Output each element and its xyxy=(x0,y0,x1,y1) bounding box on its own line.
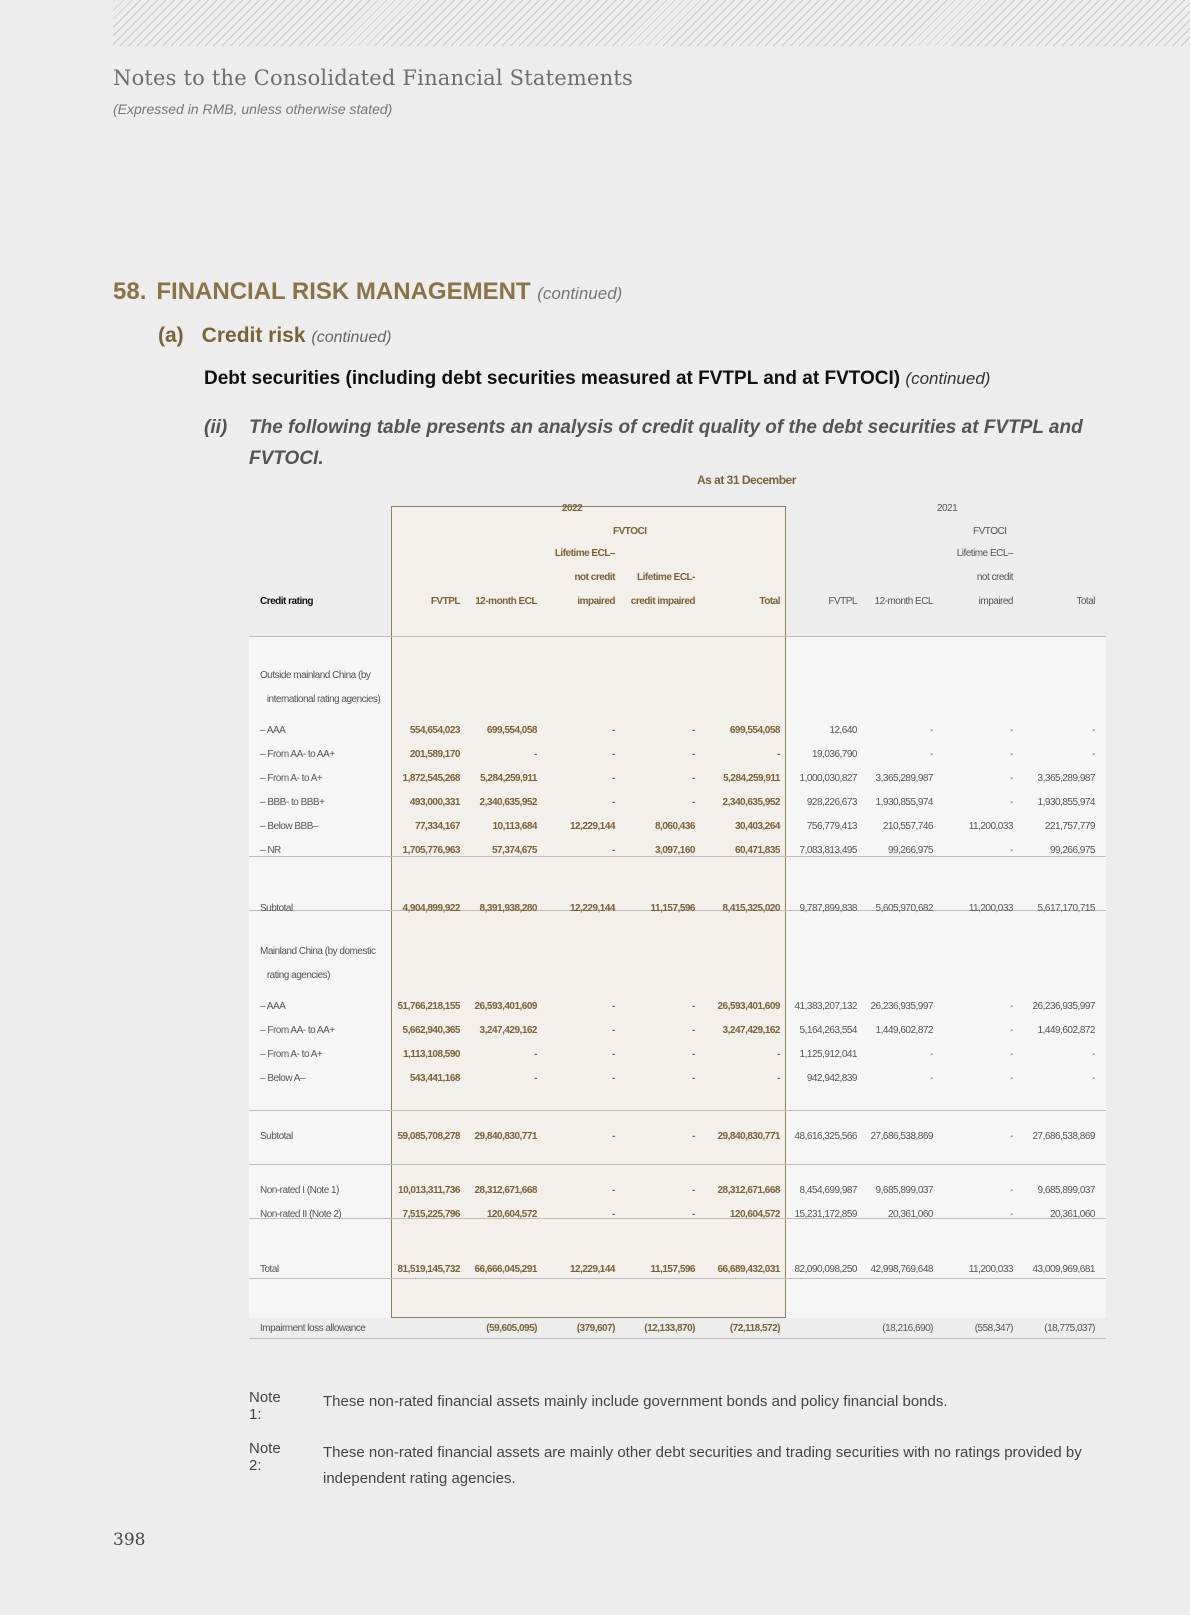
credit-quality-table xyxy=(249,473,1106,1340)
cell-2021: - xyxy=(1010,1209,1013,1220)
cell-2022: - xyxy=(692,797,695,808)
cell-2022: 3,247,429,162 xyxy=(479,1025,537,1036)
cell-2022: 120,604,572 xyxy=(729,1209,780,1220)
cell-2022: - xyxy=(777,749,780,760)
cell-2021: - xyxy=(1010,773,1013,784)
cell-2021: 3,365,289,987 xyxy=(1037,773,1095,784)
cell-2022: 3,097,160 xyxy=(655,845,695,856)
cell-2022: 5,662,940,365 xyxy=(402,1025,460,1036)
cell-2021: 27,686,538,869 xyxy=(870,1131,933,1142)
cell-2021: - xyxy=(1010,1131,1013,1142)
table-rule xyxy=(249,1110,1106,1111)
cell-2022: 30,403,264 xyxy=(734,821,780,832)
cell-2022: - xyxy=(612,749,615,760)
page-number: 398 xyxy=(113,1530,146,1550)
cell-2021: 42,998,769,648 xyxy=(870,1264,933,1275)
cell-2021: 20,361,060 xyxy=(887,1209,933,1220)
cell-2021: 5,617,170,715 xyxy=(1037,903,1095,914)
cell-2022: - xyxy=(692,1025,695,1036)
cell-2021: - xyxy=(1010,1001,1013,1012)
paragraph-label: (ii) xyxy=(204,417,228,438)
subsection-continued: (continued) xyxy=(311,329,392,346)
cell-2022: 3,247,429,162 xyxy=(722,1025,780,1036)
cell-2022: - xyxy=(612,845,615,856)
table-rule xyxy=(249,856,1106,857)
section-title: FINANCIAL RISK MANAGEMENT xyxy=(156,278,531,305)
col-header-2021: impaired xyxy=(978,596,1013,607)
cell-2022: - xyxy=(612,1049,615,1060)
intro-paragraph xyxy=(204,412,1124,474)
fvtoci-2021-label: FVTOCI xyxy=(973,526,1007,537)
cell-2021: 15,231,172,859 xyxy=(794,1209,857,1220)
col-header-2022: FVTPL xyxy=(430,596,460,607)
cell-2021: (18,216,690) xyxy=(882,1323,933,1334)
cell-2022: - xyxy=(692,1185,695,1196)
cell-2021: 82,090,098,250 xyxy=(794,1264,857,1275)
cell-2022: 12,229,144 xyxy=(569,903,615,914)
cell-2021: - xyxy=(930,1073,933,1084)
cell-2021: 41,383,207,132 xyxy=(794,1001,857,1012)
cell-2022: 5,284,259,911 xyxy=(480,773,537,784)
cell-2021: 11,200,033 xyxy=(968,1264,1013,1275)
cell-2022: 201,589,170 xyxy=(409,749,460,760)
cell-2022: 5,284,259,911 xyxy=(723,773,780,784)
cell-2022: - xyxy=(692,749,695,760)
cell-2022: - xyxy=(692,773,695,784)
note-1-label: Note 1: xyxy=(249,1389,281,1423)
cell-2021: 99,266,975 xyxy=(1049,845,1095,856)
cell-2021: 1,000,030,827 xyxy=(799,773,857,784)
row-label: – Below BBB– xyxy=(260,821,318,832)
table-rule xyxy=(249,1278,1106,1279)
table-rule xyxy=(249,636,1106,637)
cell-2021: 48,616,325,566 xyxy=(794,1131,857,1142)
cell-2021: 5,164,263,554 xyxy=(799,1025,857,1036)
note-2-text: These non-rated financial assets are mainly other debt securities and trading securities with no ratings provided by independent rating agencies. xyxy=(323,1444,1082,1487)
cell-2021: 9,685,899,037 xyxy=(1037,1185,1095,1196)
cell-2022: 11,157,596 xyxy=(650,1264,695,1275)
row-label: – From AA- to AA+ xyxy=(260,1025,335,1036)
cell-2022: (379,607) xyxy=(576,1323,615,1334)
col-header-2021: FVTPL xyxy=(828,596,857,607)
col-header-2021: Lifetime ECL– xyxy=(956,548,1013,559)
page-header-title: Notes to the Consolidated Financial Statements xyxy=(113,66,633,90)
year-2021-label: 2021 xyxy=(937,503,958,514)
cell-2021: 5,605,970,682 xyxy=(875,903,933,914)
cell-2022: - xyxy=(612,797,615,808)
cell-2021: - xyxy=(1010,725,1013,736)
row-label: Non-rated I (Note 1) xyxy=(260,1185,339,1196)
cell-2022: 28,312,671,668 xyxy=(717,1185,780,1196)
cell-2021: - xyxy=(1092,1049,1095,1060)
cell-2022: - xyxy=(612,1185,615,1196)
cell-2022: 10,113,684 xyxy=(492,821,537,832)
cell-2022: - xyxy=(612,1131,615,1142)
cell-2022: - xyxy=(612,1073,615,1084)
row-label: – BBB- to BBB+ xyxy=(260,797,325,808)
row-label: rating agencies) xyxy=(260,970,330,981)
row-label: Non-rated II (Note 2) xyxy=(260,1209,342,1220)
subsection-heading xyxy=(158,324,391,348)
row-label: – AAA xyxy=(260,1001,286,1012)
cell-2022: 26,593,401,609 xyxy=(717,1001,780,1012)
cell-2022: - xyxy=(692,1073,695,1084)
section-heading xyxy=(113,278,622,306)
cell-2021: 26,236,935,997 xyxy=(1032,1001,1095,1012)
cell-2021: 756,779,413 xyxy=(806,821,857,832)
cell-2022: 1,113,108,590 xyxy=(403,1049,460,1060)
cell-2021: - xyxy=(1010,1025,1013,1036)
table-rule xyxy=(249,1338,1106,1339)
cell-2021: 1,449,602,872 xyxy=(875,1025,933,1036)
credit-rating-header: Credit rating xyxy=(260,596,313,607)
cell-2021: - xyxy=(1010,1049,1013,1060)
subsection-label: (a) xyxy=(158,324,184,347)
cell-2022: 1,872,545,268 xyxy=(402,773,460,784)
row-label: – NR xyxy=(260,845,281,856)
cell-2022: - xyxy=(612,773,615,784)
row-label: Total xyxy=(260,1264,279,1275)
cell-2022: - xyxy=(612,1001,615,1012)
cell-2021: (558,347) xyxy=(974,1323,1013,1334)
cell-2021: 11,200,033 xyxy=(968,821,1013,832)
cell-2021: (18,775,037) xyxy=(1044,1323,1095,1334)
cell-2022: 66,666,045,291 xyxy=(474,1264,537,1275)
col-header-2021: not credit xyxy=(976,572,1013,583)
cell-2021: 99,266,975 xyxy=(887,845,933,856)
cell-2022: 51,766,218,155 xyxy=(397,1001,460,1012)
cell-2022: 29,840,830,771 xyxy=(474,1131,537,1142)
debt-securities-heading xyxy=(204,368,990,390)
row-label: – Below A– xyxy=(260,1073,306,1084)
cell-2021: 3,365,289,987 xyxy=(875,773,933,784)
paragraph-text: The following table presents an analysis of credit quality of the debt securities at FVTPL and FVTOCI. xyxy=(249,417,1083,469)
cell-2021: 1,930,855,974 xyxy=(875,797,933,808)
row-label: international rating agencies) xyxy=(260,694,381,705)
col-header-2021: Total xyxy=(1076,596,1095,607)
cell-2022: 699,554,058 xyxy=(729,725,780,736)
cell-2021: 221,757,779 xyxy=(1044,821,1095,832)
row-label: Mainland China (by domestic xyxy=(260,946,376,957)
row-label: – From AA- to AA+ xyxy=(260,749,335,760)
cell-2022: 554,654,023 xyxy=(409,725,460,736)
cell-2022: (12,133,870) xyxy=(644,1323,695,1334)
cell-2022: - xyxy=(692,1131,695,1142)
cell-2021: 1,125,912,041 xyxy=(799,1049,857,1060)
row-label: – AAA xyxy=(260,725,286,736)
cell-2022: - xyxy=(692,1049,695,1060)
cell-2021: 26,236,935,997 xyxy=(870,1001,933,1012)
cell-2022: - xyxy=(534,1049,537,1060)
cell-2022: (72,118,572) xyxy=(729,1323,780,1334)
section-number: 58. xyxy=(113,278,147,305)
cell-2021: 8,454,699,987 xyxy=(799,1185,857,1196)
note-1-text: These non-rated financial assets mainly include government bonds and policy financial bonds. xyxy=(323,1393,948,1410)
col-header-2021: 12-month ECL xyxy=(874,596,933,607)
cell-2022: 8,415,325,020 xyxy=(722,903,780,914)
cell-2021: - xyxy=(1092,1073,1095,1084)
table-rule xyxy=(249,1218,1106,1219)
col-header-2022: 12-month ECL xyxy=(475,596,537,607)
year-2022-label: 2022 xyxy=(562,503,583,514)
cell-2021: - xyxy=(1010,797,1013,808)
cell-2021: 9,787,899,838 xyxy=(799,903,857,914)
cell-2022: 57,374,675 xyxy=(491,845,537,856)
as-at-label: As at 31 December xyxy=(697,473,796,487)
row-label: – From A- to A+ xyxy=(260,1049,323,1060)
cell-2022: 60,471,835 xyxy=(734,845,780,856)
cell-2021: 9,685,899,037 xyxy=(875,1185,933,1196)
subsection-title: Credit risk xyxy=(201,324,306,347)
cell-2022: - xyxy=(534,1073,537,1084)
row-label: Subtotal xyxy=(260,1131,293,1142)
cell-2022: 2,340,635,952 xyxy=(722,797,780,808)
debt-securities-continued: (continued) xyxy=(905,369,991,388)
cell-2021: 1,449,602,872 xyxy=(1037,1025,1095,1036)
debt-securities-title: Debt securities (including debt securities measured at FVTPL and at FVTOCI) xyxy=(204,368,901,389)
cell-2021: - xyxy=(1010,845,1013,856)
cell-2021: - xyxy=(1092,725,1095,736)
cell-2021: 942,942,839 xyxy=(806,1073,857,1084)
cell-2022: - xyxy=(692,725,695,736)
row-label: Subtotal xyxy=(260,903,293,914)
cell-2022: 699,554,058 xyxy=(486,725,537,736)
page-header-subtitle: (Expressed in RMB, unless otherwise stated) xyxy=(113,101,393,117)
cell-2022: 77,334,167 xyxy=(414,821,460,832)
cell-2021: 1,930,855,974 xyxy=(1037,797,1095,808)
cell-2021: 12,640 xyxy=(829,725,857,736)
cell-2021: 11,200,033 xyxy=(968,903,1013,914)
cell-2021: - xyxy=(1092,749,1095,760)
cell-2021: - xyxy=(1010,1073,1013,1084)
header-hatch-band xyxy=(113,0,1190,46)
cell-2021: - xyxy=(1010,749,1013,760)
cell-2022: 12,229,144 xyxy=(569,1264,615,1275)
cell-2022: 11,157,596 xyxy=(650,903,695,914)
cell-2022: 493,000,331 xyxy=(409,797,460,808)
cell-2022: 1,705,776,963 xyxy=(402,845,460,856)
cell-2022: - xyxy=(534,749,537,760)
cell-2021: 928,226,673 xyxy=(806,797,857,808)
col-header-2022: impaired xyxy=(577,596,615,607)
note-2-label: Note 2: xyxy=(249,1440,281,1474)
fvtoci-2022-label: FVTOCI xyxy=(613,526,647,537)
cell-2022: - xyxy=(777,1073,780,1084)
cell-2022: 29,840,830,771 xyxy=(717,1131,780,1142)
col-header-2022: Total xyxy=(759,596,780,607)
cell-2021: 20,361,060 xyxy=(1049,1209,1095,1220)
cell-2022: 2,340,635,952 xyxy=(479,797,537,808)
cell-2021: - xyxy=(1010,1185,1013,1196)
cell-2022: - xyxy=(612,1209,615,1220)
col-header-2022: credit impaired xyxy=(630,596,695,607)
cell-2021: 27,686,538,869 xyxy=(1032,1131,1095,1142)
cell-2022: 26,593,401,609 xyxy=(474,1001,537,1012)
cell-2021: - xyxy=(930,749,933,760)
cell-2022: 10,013,311,736 xyxy=(398,1185,460,1196)
row-label: Outside mainland China (by xyxy=(260,670,371,681)
cell-2022: - xyxy=(692,1209,695,1220)
cell-2022: 543,441,168 xyxy=(409,1073,460,1084)
row-label: – From A- to A+ xyxy=(260,773,323,784)
cell-2022: 7,515,225,796 xyxy=(402,1209,460,1220)
table-rule xyxy=(249,1164,1106,1165)
col-header-2022: Lifetime ECL- xyxy=(637,572,695,583)
cell-2022: 8,391,938,280 xyxy=(479,903,537,914)
cell-2022: 8,060,436 xyxy=(655,821,695,832)
cell-2022: - xyxy=(777,1049,780,1060)
section-continued: (continued) xyxy=(537,284,623,303)
cell-2021: 43,009,969,681 xyxy=(1032,1264,1095,1275)
cell-2021: - xyxy=(930,1049,933,1060)
cell-2022: (59,605,095) xyxy=(486,1323,537,1334)
cell-2021: 7,083,813,495 xyxy=(799,845,857,856)
cell-2022: 4,904,899,922 xyxy=(402,903,460,914)
col-header-2022: not credit xyxy=(574,572,615,583)
cell-2021: 210,557,746 xyxy=(882,821,933,832)
row-label: Impairment loss allowance xyxy=(260,1323,366,1334)
col-header-2022: Lifetime ECL– xyxy=(554,548,615,559)
cell-2021: - xyxy=(930,725,933,736)
cell-2021: 19,036,790 xyxy=(811,749,857,760)
cell-2022: 12,229,144 xyxy=(569,821,615,832)
cell-2022: 66,689,432,031 xyxy=(717,1264,780,1275)
cell-2022: 59,085,708,278 xyxy=(397,1131,460,1142)
cell-2022: 81,519,145,732 xyxy=(397,1264,460,1275)
cell-2022: - xyxy=(612,1025,615,1036)
cell-2022: 120,604,572 xyxy=(486,1209,537,1220)
cell-2022: - xyxy=(612,725,615,736)
cell-2022: - xyxy=(692,1001,695,1012)
cell-2022: 28,312,671,668 xyxy=(474,1185,537,1196)
